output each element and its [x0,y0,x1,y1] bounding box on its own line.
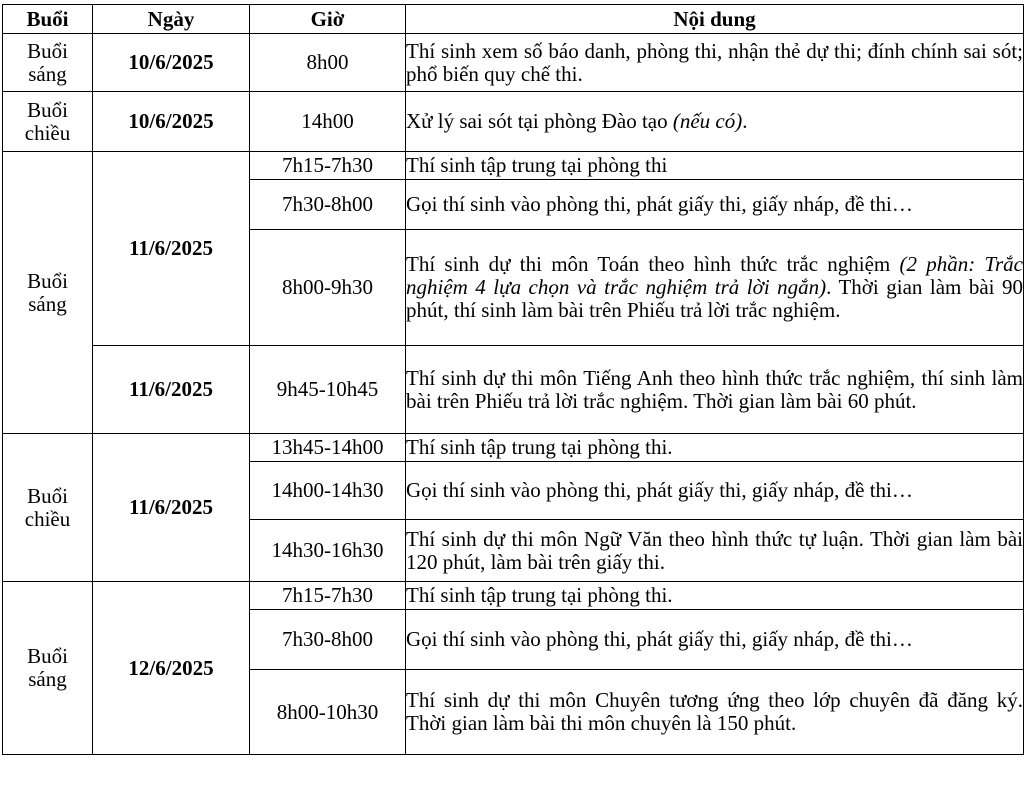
time-cell: 7h15-7h30 [250,582,406,610]
content-note: (2 phần: Trắc nghiệm 4 lựa chọn và trắc nghiệm trả lời ngắn) [406,252,1024,299]
time-cell: 14h00 [250,92,406,152]
session-cell [3,92,93,152]
table-row [3,152,1024,180]
time-cell: 14h30-16h30 [250,520,406,582]
content-cell [406,92,1024,152]
time-cell: 8h00-10h30 [250,670,406,755]
content-cell: Gọi thí sinh vào phòng thi, phát giấy thi, giấy nháp, đề thi… [406,180,1024,230]
date-cell: 11/6/2025 [93,434,250,582]
session-cell [3,34,93,92]
date-cell: 12/6/2025 [93,582,250,755]
table-row [3,434,1024,462]
table-row [3,346,1024,434]
session-label: Buổi [27,268,68,293]
header-row [3,5,1024,34]
session-label: Buổi [27,483,68,508]
session-cell [3,152,93,434]
time-cell: 7h30-8h00 [250,610,406,670]
session-cell [3,582,93,755]
content-cell: Thí sinh tập trung tại phòng thi [406,152,1024,180]
content-text-end: . Thời gian làm bài 90 phút, thí sinh làm bài trên Phiếu trả lời trắc nghiệm. [406,275,1023,322]
date-cell: 10/6/2025 [93,34,250,92]
exam-schedule-table [2,4,1024,755]
table-row [3,582,1024,610]
time-cell: 9h45-10h45 [250,346,406,434]
time-cell: 8h00 [250,34,406,92]
session-label: Buổi [27,644,68,668]
date-cell: 11/6/2025 [93,346,250,434]
content-cell: Gọi thí sinh vào phòng thi, phát giấy thi, giấy nháp, đề thi… [406,462,1024,520]
session-cell [3,434,93,582]
content-cell: Thí sinh dự thi môn Ngữ Văn theo hình thức tự luận. Thời gian làm bài 120 phút, làm bài trên giấy thi. [406,520,1024,582]
session-period: sáng [28,291,67,316]
session-label: Buổi [27,97,68,122]
session-label: Buổi [27,38,68,63]
header-content: Nội dung [406,5,1024,34]
content-cell: Thí sinh dự thi môn Chuyên tương ứng theo lớp chuyên đã đăng ký. Thời gian làm bài thi môn chuyên là 150 phút. [406,670,1024,755]
session-period: sáng [28,667,67,691]
header-date: Ngày [93,5,250,34]
content-note: (nếu có) [672,109,743,133]
content-cell [406,230,1024,346]
content-text: Xử lý sai sót tại phòng Đào tạo [406,109,673,133]
session-period: chiều [24,506,71,531]
content-cell: Gọi thí sinh vào phòng thi, phát giấy thi, giấy nháp, đề thi… [406,610,1024,670]
time-cell: 14h00-14h30 [250,462,406,520]
table-row [3,92,1024,152]
time-cell: 13h45-14h00 [250,434,406,462]
content-cell: Thí sinh tập trung tại phòng thi. [406,582,1024,610]
content-text-end: . [742,109,748,133]
time-cell: 7h15-7h30 [250,152,406,180]
content-text: Thí sinh dự thi môn Toán theo hình thức trắc nghiệm [406,252,900,276]
date-cell: 11/6/2025 [93,152,250,346]
content-cell: Thí sinh dự thi môn Tiếng Anh theo hình thức trắc nghiệm, thí sinh làm bài trên Phiếu trả lời trắc nghiệm. Thời gian làm bài 60 phút. [406,346,1024,434]
content-cell: Thí sinh tập trung tại phòng thi. [406,434,1024,462]
time-cell: 8h00-9h30 [250,230,406,346]
header-session: Buổi [3,5,93,34]
session-period: chiều [24,120,71,145]
date-cell: 10/6/2025 [93,92,250,152]
time-cell: 7h30-8h00 [250,180,406,230]
content-cell: Thí sinh xem số báo danh, phòng thi, nhận thẻ dự thi; đính chính sai sót; phổ biến quy chế thi. [406,34,1024,92]
session-period: sáng [28,61,67,86]
header-time: Giờ [250,5,406,34]
table-row [3,34,1024,92]
